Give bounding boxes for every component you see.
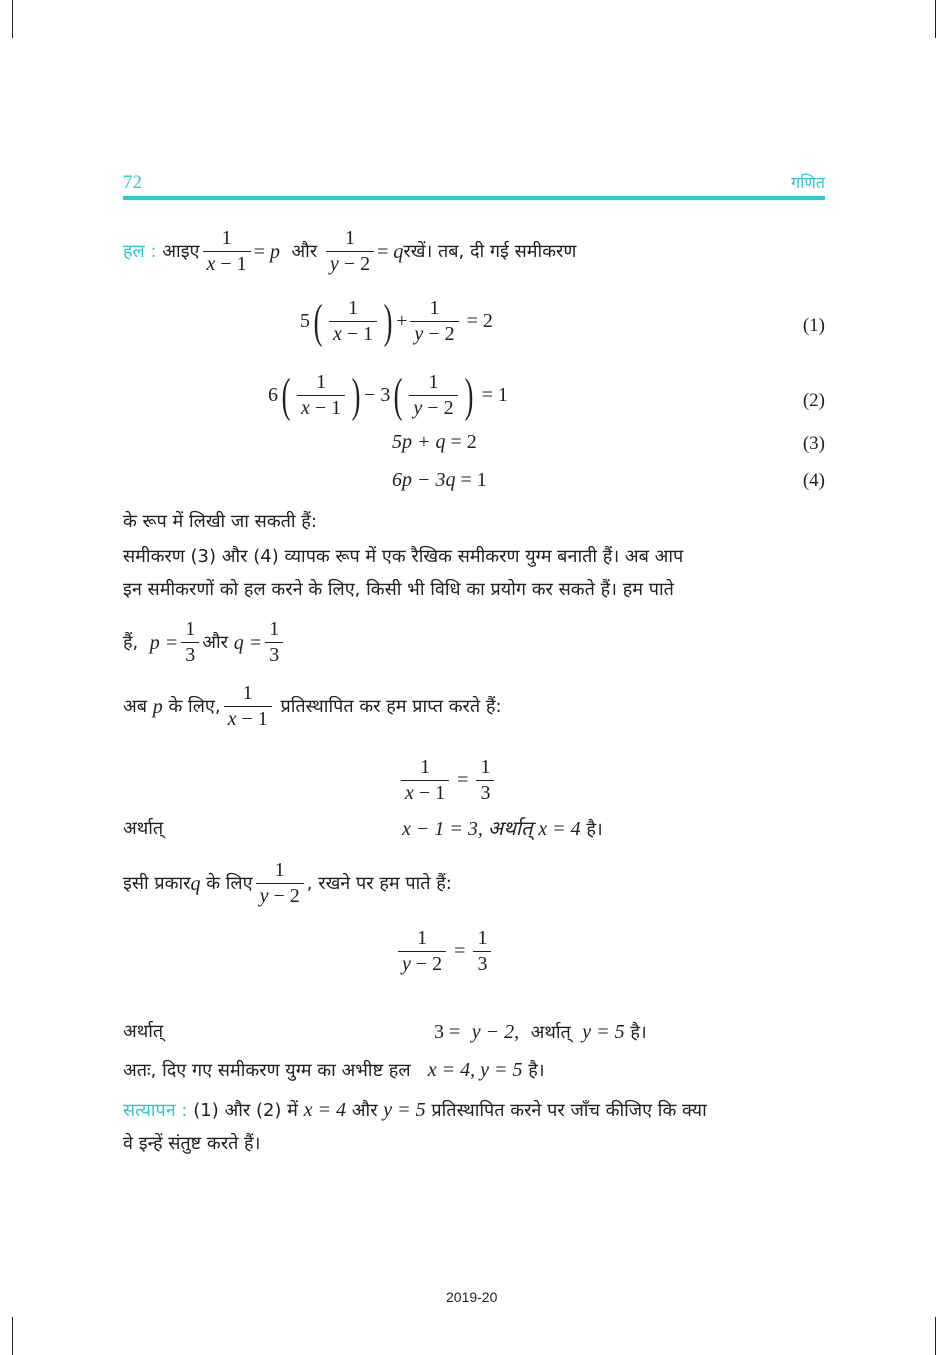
fraction: $\frac{1}{x - 1}$ (224, 681, 272, 732)
p-q-values: हैं, p = $\frac{1}{3}$ और q = $\frac{1}{3}$ (123, 617, 286, 668)
paragraph-line: इन समीकरणों को हल करने के लिए, किसी भी विधि का प्रयोग कर सकते हैं। हम पाते (123, 579, 674, 600)
page-number: 72 (123, 172, 142, 193)
isi-prakar-line: इसी प्रकार q के लिए $\frac{1}{y - 2}$ , रखने पर हम पाते हैं: (123, 859, 452, 907)
paragraph-line: समीकरण (3) और (4) व्यापक रूप में एक रैखिक समीकरण युग्म बनाती हैं। अब आप (123, 546, 684, 567)
crop-mark (12, 0, 13, 38)
equation-x: $\frac{1}{x - 1}$ = $\frac{1}{3}$ (398, 755, 497, 806)
footer-year: 2019-20 (446, 1289, 498, 1305)
verification-line: सत्यापन : (1) और (2) में x = 4 और y = 5 प्रतिस्थापित करने पर जाँच कीजिए कि क्या (123, 1099, 707, 1121)
equation-4: 6p − 3q = 1 (392, 469, 487, 491)
fraction: $\frac{1}{3}$ (476, 755, 494, 806)
aur-word: और (291, 240, 318, 262)
intro-word: आइए (162, 240, 200, 262)
fraction: $\frac{1}{x - 1}$ (401, 755, 449, 806)
fraction: $\frac{1}{3}$ (265, 617, 283, 668)
y-result: 3 = y − 2, अर्थात् y = 5 है। (434, 1021, 647, 1043)
equation-2: 6 ( $\frac{1}{x - 1}$ ) − 3 ( $\frac{1}{y - 2}$ ) = 1 (268, 368, 508, 422)
numerator: 1 (221, 227, 232, 249)
fraction: $\frac{1}{x - 1}$ (297, 370, 345, 421)
var-p: p (269, 240, 280, 263)
final-solution-line: अतः, दिए गए समीकरण युग्म का अभीष्ट हल x = 4, y = 5 है। (123, 1059, 545, 1081)
solution-intro: हल : आइए $\frac{1}{x - 1}$ = p और $\frac{1}{y - 2}$ = q रखें। तब, दी गई समीकरण (123, 227, 577, 275)
header-rule (123, 196, 825, 200)
equation-number-1: (1) (802, 315, 825, 336)
fraction: $\frac{1}{3}$ (473, 926, 491, 977)
written-as-line: के रूप में लिखी जा सकती हैं: (123, 511, 317, 532)
fraction: $\frac{1}{y - 2}$ (256, 858, 304, 909)
ab-p-line: अब p के लिए, $\frac{1}{x - 1}$ प्रतिस्थापित कर हम प्राप्त करते हैं: (123, 682, 502, 730)
crop-mark (12, 1317, 13, 1355)
var-q: q (393, 240, 404, 263)
fraction-1-over-y-2: $\frac{1}{y - 2}$ (326, 226, 374, 277)
rakhen-text: रखें। तब, दी गई समीकरण (403, 240, 577, 262)
fraction: $\frac{1}{x - 1}$ (329, 296, 377, 347)
equation-y: $\frac{1}{y - 2}$ = $\frac{1}{3}$ (395, 926, 494, 977)
equation-number-2: (2) (802, 390, 825, 411)
fraction: $\frac{1}{3}$ (181, 617, 199, 668)
x-result: x − 1 = 3, अर्थात् x = 4 है। (402, 818, 603, 840)
arthat-label: अर्थात् (123, 1021, 164, 1042)
equation-number-3: (3) (802, 433, 825, 454)
solution-label: हल : (123, 240, 157, 262)
denominator: x − 1 (203, 251, 251, 277)
fraction: $\frac{1}{y - 2}$ (409, 370, 457, 421)
fraction: $\frac{1}{y - 2}$ (410, 296, 458, 347)
equation-number-4: (4) (802, 470, 825, 491)
crop-mark (935, 0, 936, 38)
verification-label: सत्यापन : (123, 1100, 188, 1121)
equation-3: 5p + q = 2 (392, 431, 477, 453)
verification-line-2: वे इन्हें संतुष्ट करते हैं। (123, 1133, 261, 1154)
fraction-1-over-x-1 (203, 226, 251, 277)
arthat-label: अर्थात् (123, 818, 164, 839)
crop-mark (935, 1317, 936, 1355)
equation-1: 5 ( $\frac{1}{x - 1}$ ) + $\frac{1}{y - 2}$ = 2 (300, 294, 493, 348)
fraction: $\frac{1}{y - 2}$ (398, 926, 446, 977)
page-header-title: गणित (791, 173, 825, 192)
